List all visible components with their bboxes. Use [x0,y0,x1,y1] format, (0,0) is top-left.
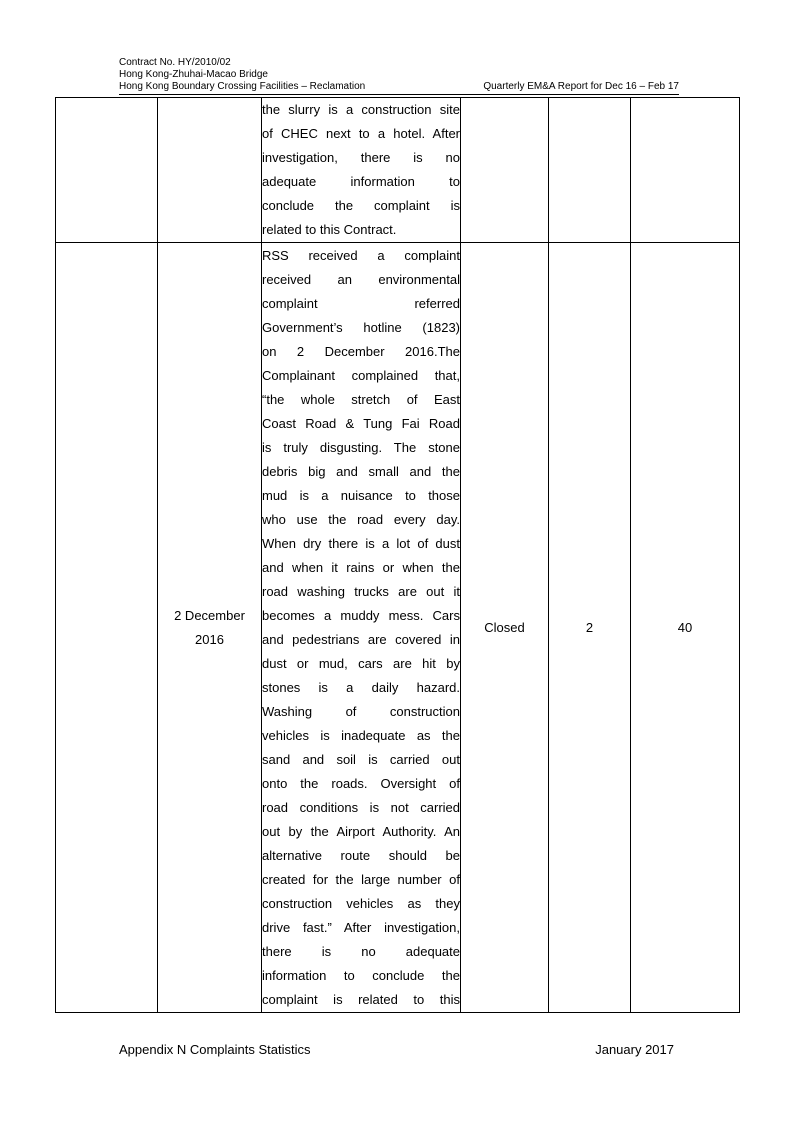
description-line: conclude the complaint is [262,198,460,213]
description-line: vehicles is inadequate as the [262,727,460,743]
table-cell [158,98,262,243]
description-line: mud is a nuisance to those [262,487,460,503]
table-cell [56,98,158,243]
complaint-status-cell: Closed [461,243,549,1013]
description-line: drive fast.” After investigation, [262,919,460,935]
complaints-table [55,97,740,1013]
description-line: on 2 December 2016.The [262,343,460,359]
description-line: onto the roads. Oversight of [262,775,460,791]
description-line: investigation, there is no [262,150,460,165]
description-line: Government’s hotline (1823) [262,319,460,335]
table-cell [461,98,549,243]
description-line: the slurry is a construction site [262,102,460,117]
table-cell [56,243,158,1013]
description-line: complaint referred [262,295,460,311]
description-line: related to this Contract. [262,222,397,237]
description-line: and when it rains or when the [262,559,460,575]
description-line: Washing of construction [262,703,460,719]
description-line: sand and soil is carried out [262,751,460,767]
description-line: Complainant complained that, [262,367,460,383]
description-line: becomes a muddy mess. Cars [262,607,460,623]
description-line: is truly disgusting. The stone [262,439,460,455]
table-row [56,243,740,1013]
report-title: Quarterly EM&A Report for Dec 16 – Feb 17 [483,81,679,92]
complaint-date-line1: 2 December [174,607,245,623]
footer-date: January 2017 [595,1042,674,1057]
complaint-date-cell [158,243,262,1013]
page-header [119,57,679,95]
description-line: of CHEC next to a hotel. After [262,126,460,141]
description-line: information to conclude the [262,967,460,983]
description-line: road washing trucks are out it [262,583,460,599]
description-line: there is no adequate [262,943,460,959]
description-line: created for the large number of [262,871,460,887]
table-row [56,98,740,243]
complaint-cumulative-cell: 40 [631,243,740,1013]
table-cell [631,98,740,243]
description-line: RSS received a complaint [262,247,460,263]
complaint-description-cell [262,98,461,243]
description-line: road conditions is not carried [262,799,460,815]
description-line: complaint is related to this [262,991,460,1007]
description-lines [262,98,460,242]
description-line: and pedestrians are covered in [262,631,460,647]
description-line: out by the Airport Authority. An [262,823,460,839]
footer-appendix-title: Appendix N Complaints Statistics [119,1042,311,1057]
complaint-count-cell: 2 [549,243,631,1013]
description-line: construction vehicles as they [262,895,460,911]
header-rule-line [119,81,679,95]
facility-name: Hong Kong Boundary Crossing Facilities – Reclamation [119,81,366,92]
project-name: Hong Kong-Zhuhai-Macao Bridge [119,69,268,80]
description-line: who use the road every day. [262,511,460,527]
description-line: “the whole stretch of East [262,391,460,407]
description-line: dust or mud, cars are hit by [262,655,460,671]
description-line: debris big and small and the [262,463,460,479]
description-line: alternative route should be [262,847,460,863]
table-cell [549,98,631,243]
description-line: When dry there is a lot of dust [262,535,460,551]
complaint-description-cell [262,243,461,1013]
description-line: adequate information to [262,174,460,189]
description-lines [262,244,460,1012]
description-line: stones is a daily hazard. [262,679,460,695]
description-line: Coast Road & Tung Fai Road [262,415,460,431]
description-line: received an environmental [262,271,460,287]
contract-number: Contract No. HY/2010/02 [119,57,231,68]
complaint-date-line2: 2016 [195,631,224,647]
